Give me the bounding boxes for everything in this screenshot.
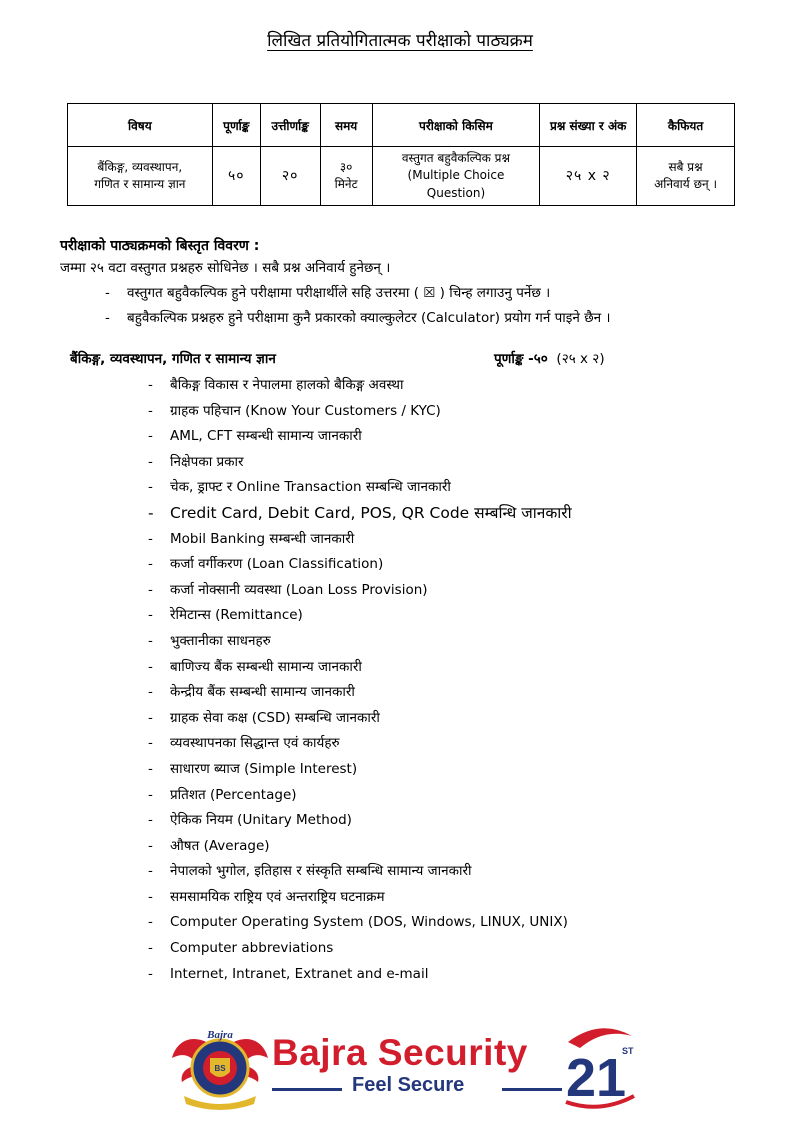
dash-bullet: - bbox=[148, 632, 153, 649]
topic-text: ऐकिक नियम (Unitary Method) bbox=[170, 812, 352, 829]
cell-subject-line2: गणित र सामान्य ज्ञान bbox=[94, 177, 186, 191]
cell-remarks-line2: अनिवार्य छन् । bbox=[654, 177, 718, 191]
rules-list bbox=[105, 281, 611, 331]
list-item bbox=[148, 399, 572, 425]
list-item bbox=[148, 962, 572, 988]
list-item bbox=[148, 834, 572, 860]
badge-suffix: ST bbox=[622, 1046, 634, 1056]
header-questions-marks: प्रश्न संख्या र अंक bbox=[540, 104, 637, 147]
topic-text: साधारण ब्याज (Simple Interest) bbox=[170, 760, 358, 777]
topic-text: भुक्तानीका साधनहरु bbox=[170, 632, 271, 649]
dash-bullet: - bbox=[148, 607, 153, 624]
dash-bullet: - bbox=[148, 965, 153, 982]
section-marks-label: पूर्णाङ्क -५० bbox=[494, 351, 548, 367]
dash-bullet: - bbox=[148, 581, 153, 598]
list-item bbox=[148, 475, 572, 501]
rule-text: वस्तुगत बहुवैकल्पिक हुने परीक्षामा परीक्षार्थीले सहि उत्तरमा ( ☒ ) चिन्ह लगाउनु पर्नेछ । bbox=[127, 285, 551, 301]
list-item bbox=[148, 808, 572, 834]
table-row bbox=[68, 147, 735, 206]
dash-bullet: - bbox=[148, 914, 153, 931]
list-item bbox=[148, 450, 572, 476]
cell-exam-type-line1: वस्तुगत बहुवैकल्पिक प्रश्न bbox=[401, 150, 510, 165]
details-heading: परीक्षाको पाठ्यक्रमको बिस्तृत विवरण : bbox=[60, 238, 260, 254]
topic-text: कर्जा नोक्सानी व्यवस्था (Loan Loss Provision) bbox=[170, 581, 428, 598]
list-item bbox=[148, 629, 572, 655]
cell-full-marks: ५० bbox=[212, 147, 260, 206]
dash-bullet: - bbox=[148, 658, 153, 675]
list-item bbox=[148, 424, 572, 450]
exam-structure-table bbox=[67, 103, 735, 206]
table-header-row bbox=[68, 104, 735, 147]
dash-bullet: - bbox=[148, 684, 153, 701]
header-exam-type: परीक्षाको किसिम bbox=[372, 104, 540, 147]
anniversary-badge-icon bbox=[560, 1022, 640, 1114]
topic-text: समसामयिक राष्ट्रिय एवं अन्तराष्ट्रिय घटनाक्रम bbox=[170, 888, 385, 905]
header-full-marks: पूर्णाङ्क bbox=[212, 104, 260, 147]
list-item bbox=[148, 680, 572, 706]
dash-bullet: - bbox=[148, 453, 153, 470]
cell-remarks bbox=[637, 147, 735, 206]
topic-text: बैकिङ्ग विकास र नेपालमा हालको बैकिङ्ग अवस्था bbox=[170, 377, 404, 393]
topic-text: ग्राहक पहिचान (Know Your Customers / KYC) bbox=[170, 402, 441, 419]
list-item bbox=[148, 655, 572, 681]
cell-time bbox=[320, 147, 372, 206]
topic-text: AML, CFT सम्बन्धी सामान्य जानकारी bbox=[170, 428, 362, 445]
dash-bullet: - bbox=[148, 530, 153, 547]
list-item bbox=[105, 306, 611, 331]
dash-bullet: - bbox=[148, 428, 153, 445]
topic-text: नेपालको भुगोल, इतिहास र संस्कृति सम्बन्धि सामान्य जानकारी bbox=[170, 863, 472, 880]
brand-name: Bajra Security bbox=[272, 1032, 528, 1073]
header-pass-marks: उत्तीर्णाङ्क bbox=[260, 104, 320, 147]
rule-text: बहुवैकल्पिक प्रश्नहरु हुने परीक्षामा कुनै प्रकारको क्याल्कुलेटर (Calculator) प्रयोग गर्न पाइने छैन । bbox=[127, 310, 611, 326]
list-item bbox=[148, 501, 572, 527]
list-item bbox=[105, 281, 611, 306]
svg-text:BS: BS bbox=[214, 1064, 226, 1073]
list-item bbox=[148, 936, 572, 962]
cell-subject-line1: बैंकिङ्ग, व्यवस्थापन, bbox=[97, 159, 183, 174]
cell-subject bbox=[68, 147, 213, 206]
brand-tagline: Feel Secure bbox=[348, 1074, 468, 1097]
topic-text: औषत (Average) bbox=[170, 837, 270, 854]
list-item bbox=[148, 910, 572, 936]
cell-pass-marks: २० bbox=[260, 147, 320, 206]
list-item bbox=[148, 783, 572, 809]
topic-text: चेक, ड्राफ्ट र Online Transaction सम्बन्धि जानकारी bbox=[170, 479, 451, 496]
dash-bullet: - bbox=[148, 837, 153, 854]
list-item bbox=[148, 706, 572, 732]
dash-bullet: - bbox=[148, 863, 153, 880]
cell-time-value: ३० bbox=[339, 159, 353, 174]
list-item bbox=[148, 603, 572, 629]
cell-exam-type bbox=[372, 147, 540, 206]
list-item bbox=[148, 731, 572, 757]
list-item bbox=[148, 578, 572, 604]
topic-text: Computer Operating System (DOS, Windows, LINUX, UNIX) bbox=[170, 914, 568, 931]
dash-bullet: - bbox=[105, 310, 110, 326]
topic-text: केन्द्रीय बैंक सम्बन्धी सामान्य जानकारी bbox=[170, 684, 355, 701]
topic-text: प्रतिशत (Percentage) bbox=[170, 786, 297, 803]
topics-list bbox=[148, 373, 572, 987]
document-title: लिखित प्रतियोगितात्मक परीक्षाको पाठ्यक्रम bbox=[267, 31, 533, 51]
list-item bbox=[148, 757, 572, 783]
list-item bbox=[148, 552, 572, 578]
dash-bullet: - bbox=[148, 402, 153, 419]
eagle-shield-logo-icon bbox=[170, 1022, 270, 1114]
header-subject: विषय bbox=[68, 104, 213, 147]
list-item bbox=[148, 527, 572, 553]
section-heading: बैंकिङ्ग, व्यवस्थापन, गणित र सामान्य ज्ञान bbox=[70, 351, 276, 367]
dash-bullet: - bbox=[148, 888, 153, 905]
dash-bullet: - bbox=[148, 940, 153, 957]
cell-questions-marks: २५ x २ bbox=[540, 147, 637, 206]
dash-bullet: - bbox=[148, 735, 153, 752]
header-remarks: कैफियत bbox=[637, 104, 735, 147]
dash-bullet: - bbox=[148, 760, 153, 777]
list-item bbox=[148, 859, 572, 885]
topic-text: Internet, Intranet, Extranet and e-mail bbox=[170, 965, 429, 982]
dash-bullet: - bbox=[148, 377, 153, 393]
footer-branding bbox=[170, 1022, 640, 1114]
dash-bullet: - bbox=[148, 812, 153, 829]
logo-script-text: Bajra bbox=[207, 1029, 233, 1041]
cell-exam-type-line2: (Multiple Choice bbox=[407, 168, 505, 183]
dash-bullet: - bbox=[148, 709, 153, 726]
dash-bullet: - bbox=[148, 786, 153, 803]
list-item bbox=[148, 373, 572, 399]
topic-text: Mobil Banking सम्बन्धी जानकारी bbox=[170, 530, 355, 547]
dash-bullet: - bbox=[148, 556, 153, 573]
topic-text: व्यवस्थापनका सिद्धान्त एवं कार्यहरु bbox=[170, 735, 340, 752]
cell-time-unit: मिनेट bbox=[334, 177, 358, 191]
cell-exam-type-line3: Question) bbox=[426, 185, 486, 200]
dash-bullet: - bbox=[105, 285, 110, 301]
dash-bullet: - bbox=[148, 479, 153, 496]
header-time: समय bbox=[320, 104, 372, 147]
topic-text: निक्षेपका प्रकार bbox=[170, 453, 244, 470]
topic-text: ग्राहक सेवा कक्ष (CSD) सम्बन्धि जानकारी bbox=[170, 709, 380, 726]
section-marks bbox=[494, 349, 605, 367]
badge-number: 21 bbox=[566, 1048, 627, 1108]
section-marks-detail: (२५ x २) bbox=[556, 351, 605, 367]
topic-text: Computer abbreviations bbox=[170, 940, 334, 957]
list-item bbox=[148, 885, 572, 911]
topic-text: Credit Card, Debit Card, POS, QR Code सम्बन्धि जानकारी bbox=[170, 503, 572, 522]
cell-remarks-line1: सबै प्रश्न bbox=[668, 159, 703, 174]
topic-text: बाणिज्य बैंक सम्बन्धी सामान्य जानकारी bbox=[170, 658, 362, 675]
topic-text: रेमिटान्स (Remittance) bbox=[170, 607, 303, 624]
details-intro: जम्मा २५ वटा वस्तुगत प्रश्नहरु सोधिनेछ । सबै प्रश्न अनिवार्य हुनेछन् । bbox=[60, 260, 391, 276]
dash-bullet: - bbox=[148, 503, 154, 522]
topic-text: कर्जा वर्गीकरण (Loan Classification) bbox=[170, 556, 384, 573]
